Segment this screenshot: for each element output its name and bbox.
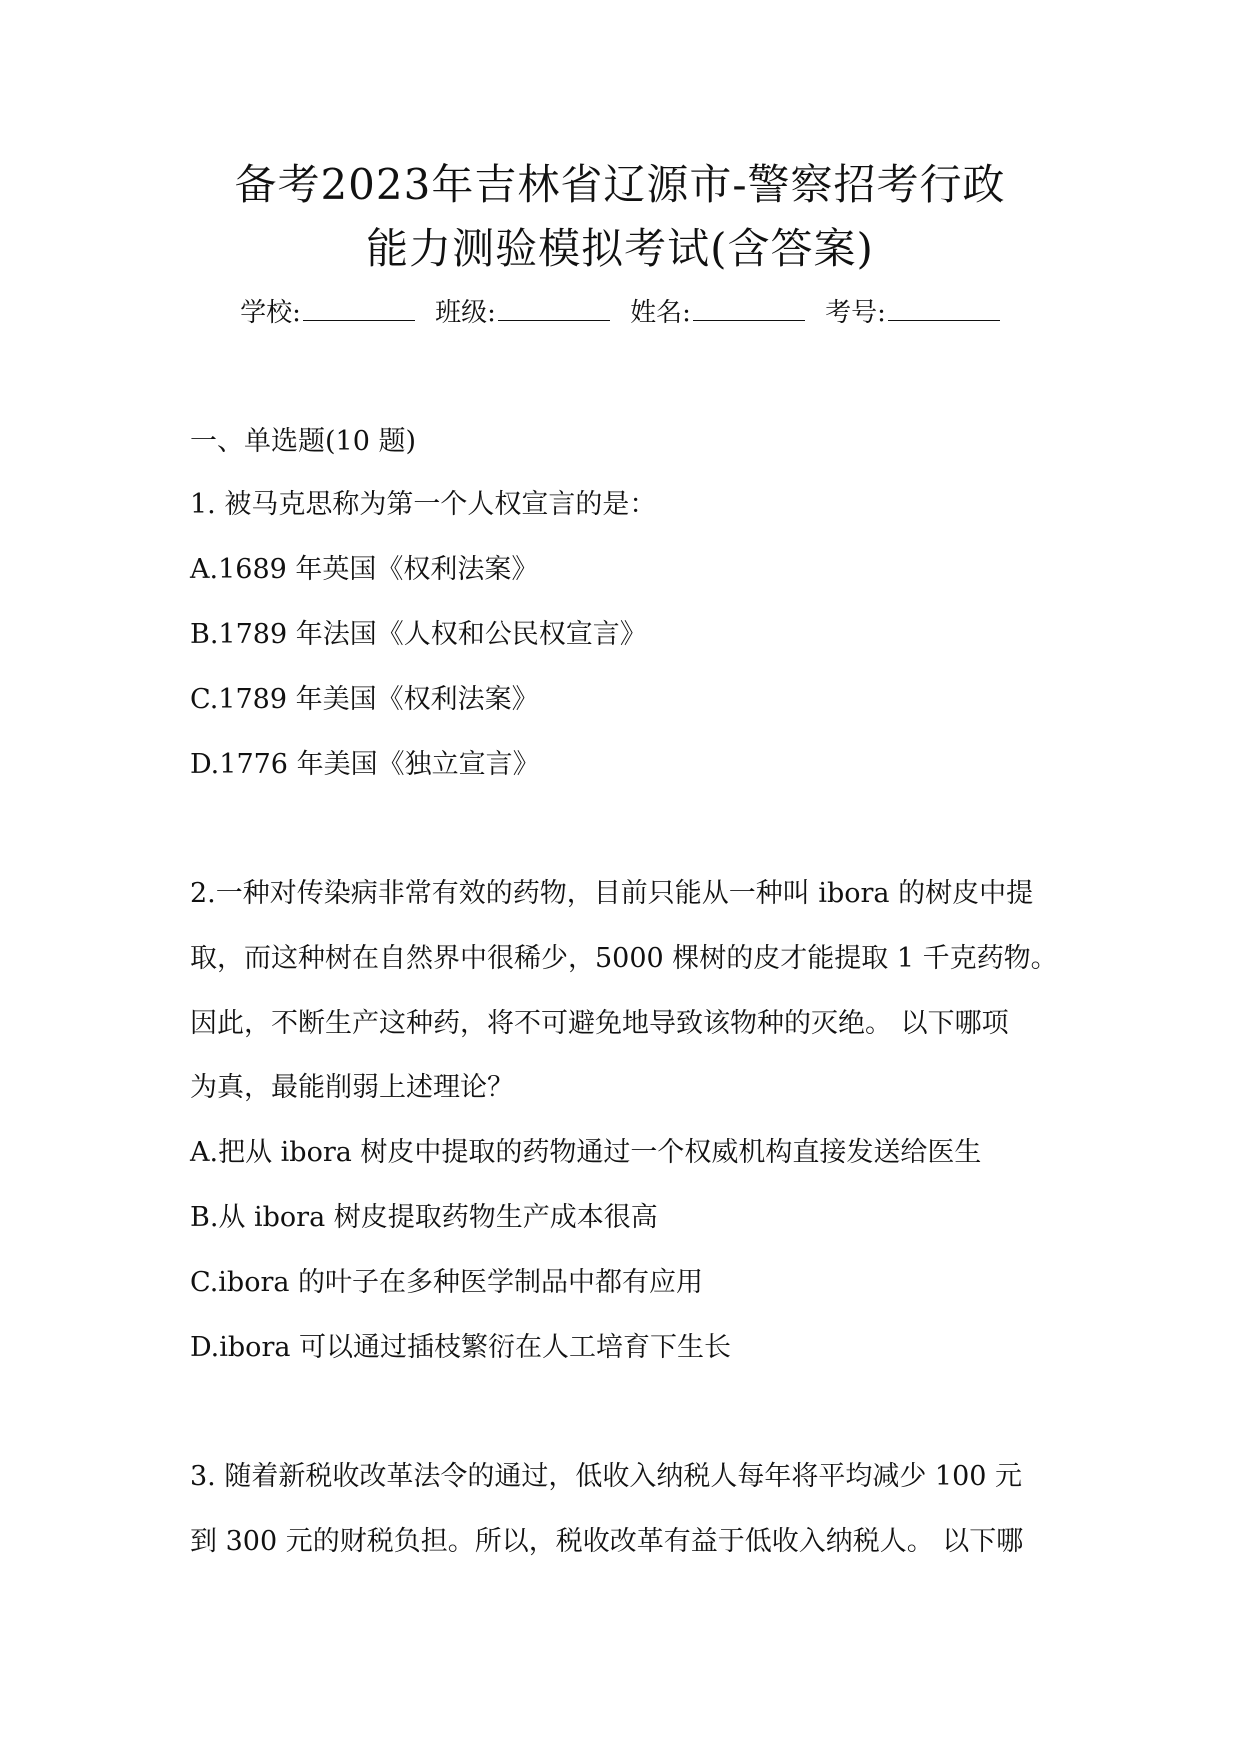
question-2-option-c: C.ibora 的叶子在多种医学制品中都有应用 [190,1267,704,1298]
question-2-stem-line-3: 因此，不断生产这种药，将不可避免地导致该物种的灭绝。 以下哪项 [190,1008,1009,1039]
class-blank [498,298,610,321]
question-2-option-b: B.从 ibora 树皮提取药物生产成本很高 [190,1202,658,1233]
student-info-line [0,296,1240,330]
question-2-option-a: A.把从 ibora 树皮中提取的药物通过一个权威机构直接发送给医生 [190,1137,982,1168]
question-2-option-d: D.ibora 可以通过插枝繁衍在人工培育下生长 [190,1332,732,1363]
school-blank [303,298,415,321]
section-heading: 一、单选题(10 题) [190,426,417,457]
school-field [240,296,415,330]
question-3-stem-line-2: 到 300 元的财税负担。所以，税收改革有益于低收入纳税人。 以下哪 [190,1526,1024,1557]
question-1-option-a: A.1689 年英国《权利法案》 [190,554,539,585]
question-1-stem: 1. 被马克思称为第一个人权宣言的是： [190,489,657,520]
exam-number-blank [888,298,1000,321]
school-label: 学校: [240,298,301,328]
name-blank [693,298,805,321]
class-label: 班级: [435,298,496,328]
document-title-line-2: 能力测验模拟考试(含答案) [366,224,874,273]
question-1-option-d: D.1776 年美国《独立宣言》 [190,749,540,780]
document-title-line-1: 备考2023年吉林省辽源市-警察招考行政 [234,160,1006,209]
question-2-stem-line-1: 2.一种对传染病非常有效的药物，目前只能从一种叫 ibora 的树皮中提 [190,878,1034,909]
exam-number-label: 考号: [825,298,886,328]
question-2-stem-line-4: 为真，最能削弱上述理论？ [190,1072,514,1103]
question-2-stem-line-2: 取，而这种树在自然界中很稀少，5000 棵树的皮才能提取 1 千克药物。 [190,943,1058,974]
name-label: 姓名: [630,298,691,328]
name-field [630,296,805,330]
exam-number-field [825,296,1000,330]
class-field [435,296,610,330]
question-3-stem-line-1: 3. 随着新税收改革法令的通过，低收入纳税人每年将平均减少 100 元 [190,1461,1023,1492]
question-1-option-b: B.1789 年法国《人权和公民权宣言》 [190,619,647,650]
question-1-option-c: C.1789 年美国《权利法案》 [190,684,539,715]
